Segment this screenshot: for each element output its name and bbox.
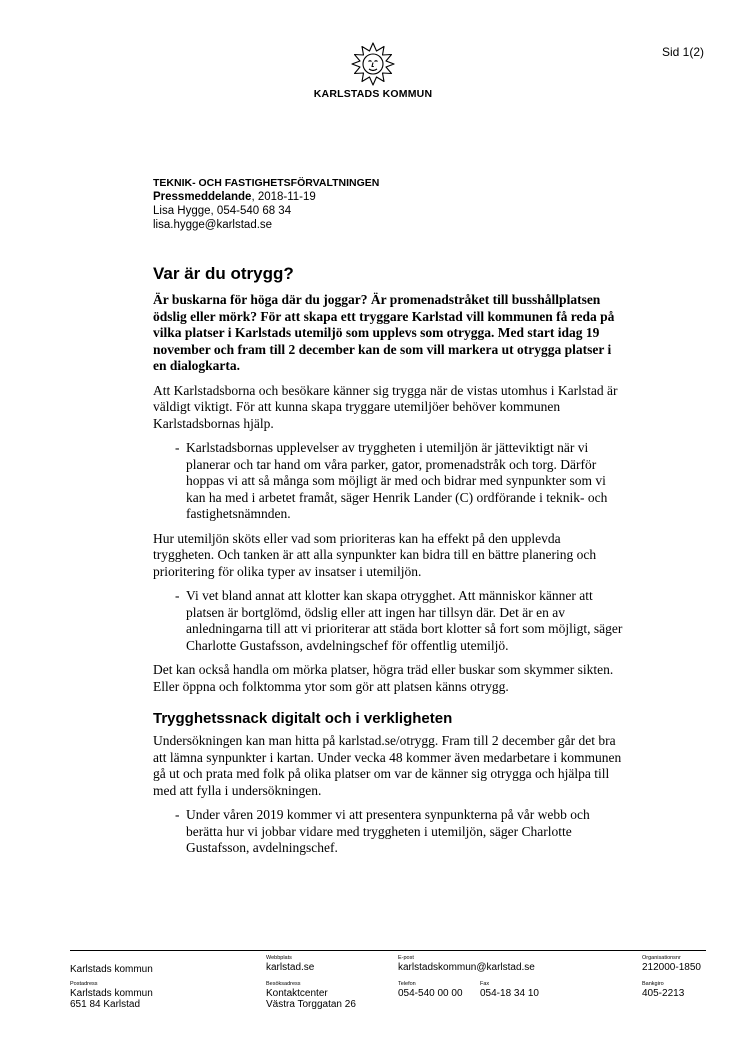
footer-bank-value: 405-2213 [642,988,685,999]
page-number: Sid 1(2) [661,45,704,59]
footer-bankgiro [642,980,684,999]
doc-type-line [153,190,379,204]
footer-org-name: Karlstads kommun [70,964,153,975]
footer-fax-value: 054-18 34 10 [480,988,539,999]
footer-phone-value: 054-540 00 00 [398,988,463,999]
quote-dash: - [175,807,180,822]
footer-fax-label: Fax [480,981,490,987]
doc-date: , 2018-11-19 [251,191,316,203]
footer [70,950,706,1010]
footer-postal-address [70,980,153,1010]
sun-logo-icon [351,42,395,86]
quote-text: Under våren 2019 kommer vi att presentera synpunkterna på vår webb och berätta hur vi jobbar vidare med tryggheten i utemiljön, säger Charlotte Gustafsson, avdelningschef. [186,807,590,855]
contact-line: Lisa Hygge, 054-540 68 34 [153,205,292,217]
headline: Var är du otrygg? [153,264,294,283]
header-logo [0,42,746,100]
footer-web-value: karlstad.se [266,962,315,973]
footer-orgnr-label: Organisationsnr [642,955,681,961]
quote-text: Vi vet bland annat att klotter kan skapa otrygghet. Att människor känner att platsen är bortglömd, ödslig eller att ingen har tillsyn där. Det är en av anledningarna till att vi prioriterar att städa bort klotter så fort som möjligt, säger Charlotte Gustafsson, avdelningschef för offentlig utemiljö. [186,588,623,653]
department: TEKNIK- OCH FASTIGHETSFÖRVALTNINGEN [153,177,380,189]
footer-web [266,954,314,973]
footer-bank-label: Bankgiro [642,981,664,987]
footer-phone [398,980,463,999]
footer-email-value: karlstadskommun@karlstad.se [398,962,535,973]
footer-orgnr [642,954,701,973]
footer-post-line: Karlstads kommun [70,988,153,999]
footer-visit-line: Västra Torggatan 26 [266,999,356,1010]
footer-fax [480,980,539,999]
quote-dash: - [175,440,180,455]
footer-visit-line: Kontaktcenter [266,988,328,999]
footer-phone-label: Telefon [398,981,416,987]
footer-email-label: E-post [398,955,414,961]
quote-text: Karlstadsbornas upplevelser av tryggheten i utemiljön är jätteviktigt när vi planerar och tar hand om våra parker, gator, promenadstråk och torg. Därför hoppas vi att så många som möjligt är med och bidrar med synpunkter som vi kan ha med i arbetet framåt, säger Henrik Lander (C) ordförande i teknik- och fastighetsnämnden. [186,440,608,521]
paragraph: Det kan också handla om mörka platser, högra träd eller buskar som skymmer sikten. Eller öppna och folktomma ytor som gör att platsen känns otrygg. [153,662,614,694]
footer-visit-address [266,980,356,1010]
paragraph: Hur utemiljön sköts eller vad som prioriteras kan ha effekt på den upplevda tryggheten. Och tanken är att alla synpunkter kan bidra till en bättre planering och prioritering för olika typer av insatser i utemiljön. [153,530,597,579]
footer-visit-label: Besöksadress [266,981,301,987]
sender-block [153,176,379,232]
lead-paragraph: Är buskarna för höga där du joggar? Är promenadstråket till busshållplatsen ödslig eller mörk? För att skapa ett tryggare Karlstad vill kommunen få reda på vilka platser i Karlstads utemiljö som upplevs som otrygga. Med start idag 19 november och fram till 2 december kan de som vill markera ut otrygga platser i en dialogkarta. [153,292,615,373]
footer-orgnr-value: 212000-1850 [642,962,701,973]
footer-post-label: Postadress [70,981,98,987]
quote-dash: - [175,588,180,603]
contact-email: lisa.hygge@karlstad.se [153,219,273,231]
section-heading: Trygghetssnack digitalt och i verkligheten [153,710,453,727]
paragraph: Att Karlstadsborna och besökare känner sig trygga när de vistas utomhus i Karlstad är väldigt viktigt. För att kunna skapa tryggare utemiljöer behöver kommunen Karlstadsbornas hjälp. [153,382,618,431]
quote-item [153,588,623,654]
quote-item [153,440,623,523]
quote-item [153,807,623,857]
article-body [153,264,623,865]
footer-email [398,954,535,973]
footer-web-label: Webbplats [266,955,292,961]
paragraph: Undersökningen kan man hitta på karlstad.se/otrygg. Fram till 2 december går det bra att lämna synpunkter i kartan. Under vecka 48 kommer även medarbetare i kommunen gå ut och prata med folk på olika platser om var de känner sig otrygga och hjälpa till med att fylla i undersökningen. [153,733,622,798]
org-name: KARLSTADS KOMMUN [313,88,433,100]
footer-post-line: 651 84 Karlstad [70,999,141,1010]
doc-type: Pressmeddelande [153,191,252,203]
